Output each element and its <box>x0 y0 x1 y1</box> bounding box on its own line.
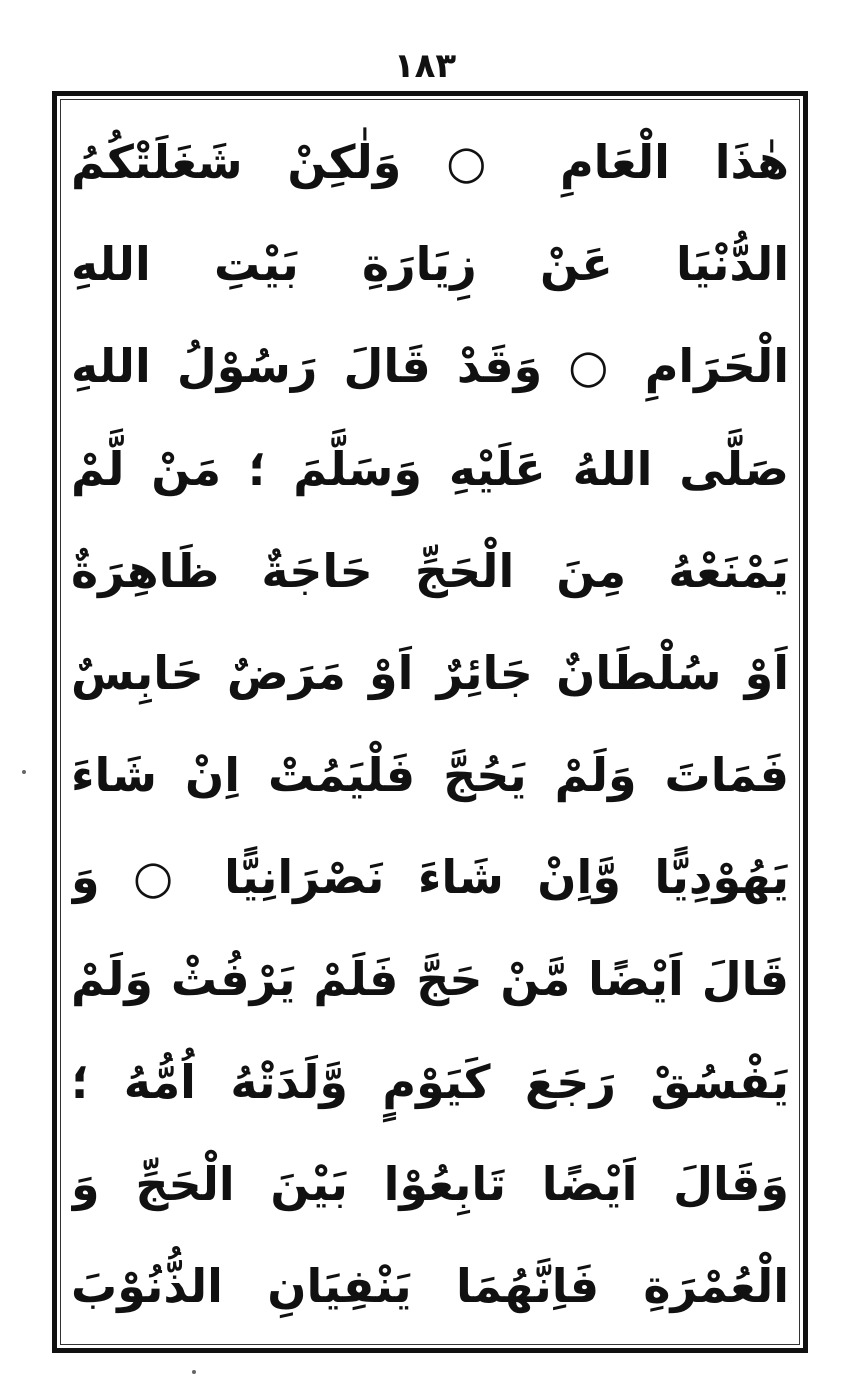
text-line: اَوْ سُلْطَانٌ جَائِرٌ اَوْ مَرَضٌ حَابِسٌ <box>71 645 789 700</box>
text-block <box>71 114 789 1334</box>
text-line: فَمَاتَ وَلَمْ يَحُجَّ فَلْيَمُتْ اِنْ شَاءَ <box>71 748 789 803</box>
text-line: هٰذَا الْعَامِ ○ وَلٰكِنْ شَغَلَتْكُمُ <box>71 135 789 189</box>
text-line: يَفْسُقْ رَجَعَ كَيَوْمٍ وَّلَدَتْهُ اُمُّهُ ؛ <box>71 1054 789 1109</box>
text-line: الْحَرَامِ ○ وَقَدْ قَالَ رَسُوْلُ اللهِ <box>71 339 789 394</box>
text-line: يَمْنَعْهُ مِنَ الْحَجِّ حَاجَةٌ ظَاهِرَةٌ <box>71 543 789 598</box>
ink-speck <box>192 1370 196 1374</box>
text-line: قَالَ اَيْضًا مَّنْ حَجَّ فَلَمْ يَرْفُثْ وَلَمْ <box>71 952 789 1007</box>
text-line: صَلَّى اللهُ عَلَيْهِ وَسَلَّمَ ؛ مَنْ لَّمْ <box>71 441 789 496</box>
text-frame <box>52 91 808 1353</box>
page-number: ١٨٣ <box>393 46 457 86</box>
text-line: الْعُمْرَةِ فَاِنَّهُمَا يَنْفِيَانِ الذُّنُوْبَ <box>71 1258 789 1313</box>
ink-speck <box>22 770 26 774</box>
text-line: الدُّنْيَا عَنْ زِيَارَةِ بَيْتِ اللهِ <box>71 237 789 292</box>
text-line: يَهُوْدِيًّا وَّاِنْ شَاءَ نَصْرَانِيًّا ○ وَ <box>71 850 789 905</box>
text-line: وَقَالَ اَيْضًا تَابِعُوْا بَيْنَ الْحَجِّ وَ <box>71 1156 789 1211</box>
